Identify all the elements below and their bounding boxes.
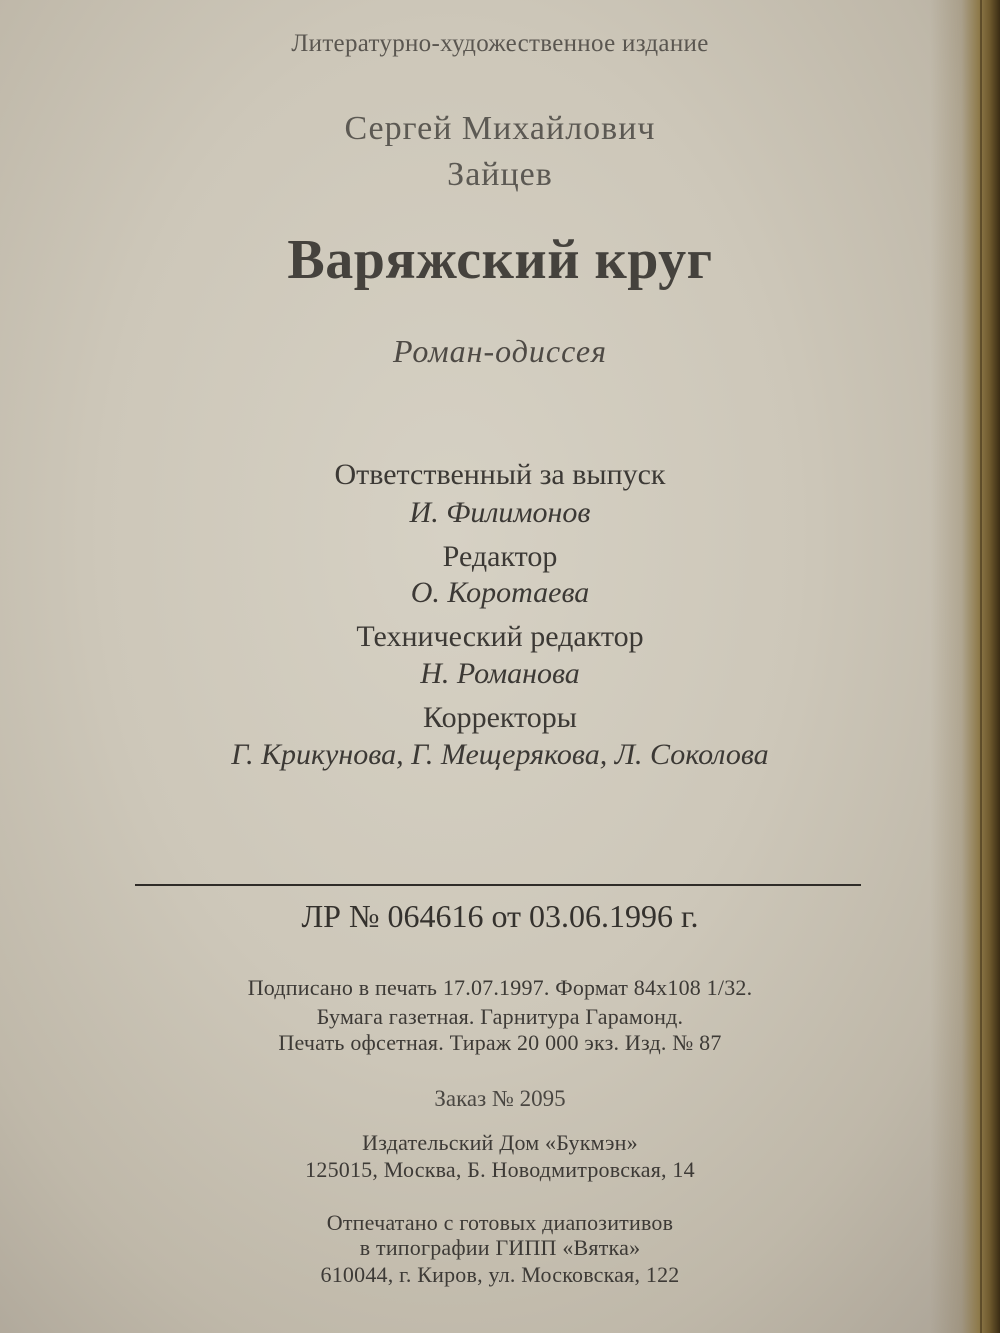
credit-person-tech-editor: Н. Романова <box>420 657 580 690</box>
license-number: ЛР № 064616 от 03.06.1996 г. <box>301 898 699 934</box>
author-first-names: Сергей Михайлович <box>344 110 656 147</box>
publisher-name: Издательский Дом «Букмэн» <box>362 1130 638 1155</box>
print-info-line-3: Печать офсетная. Тираж 20 000 экз. Изд. № 87 <box>278 1030 722 1055</box>
printer-line-1: Отпечатано с готовых диапозитивов <box>326 1210 674 1235</box>
credit-person-editor: О. Коротаева <box>410 576 590 609</box>
credit-role-editor: Редактор <box>442 540 558 573</box>
divider-line <box>135 884 861 886</box>
credit-person-release: И. Филимонов <box>409 496 591 529</box>
print-info-line-1: Подписано в печать 17.07.1997. Формат 84х108 1/32. <box>247 975 753 1000</box>
book-title: Варяжский круг <box>287 229 713 291</box>
printer-line-2: в типографии ГИПП «Вятка» <box>359 1235 641 1260</box>
printer-address: 610044, г. Киров, ул. Московская, 122 <box>320 1262 680 1287</box>
order-number: Заказ № 2095 <box>434 1086 566 1111</box>
edition-type: Литературно-художественное издание <box>291 30 709 57</box>
credit-role-tech-editor: Технический редактор <box>356 620 644 653</box>
publisher-address: 125015, Москва, Б. Новодмитровская, 14 <box>305 1157 695 1182</box>
author-surname: Зайцев <box>447 156 553 193</box>
print-info-line-2: Бумага газетная. Гарнитура Гарамонд. <box>316 1004 684 1029</box>
book-genre: Роман-одиссея <box>393 333 607 369</box>
credit-role-release: Ответственный за выпуск <box>334 458 666 491</box>
credit-person-proofreaders: Г. Крикунова, Г. Мещерякова, Л. Соколова <box>231 738 769 771</box>
credit-role-proofreaders: Корректоры <box>423 701 577 734</box>
